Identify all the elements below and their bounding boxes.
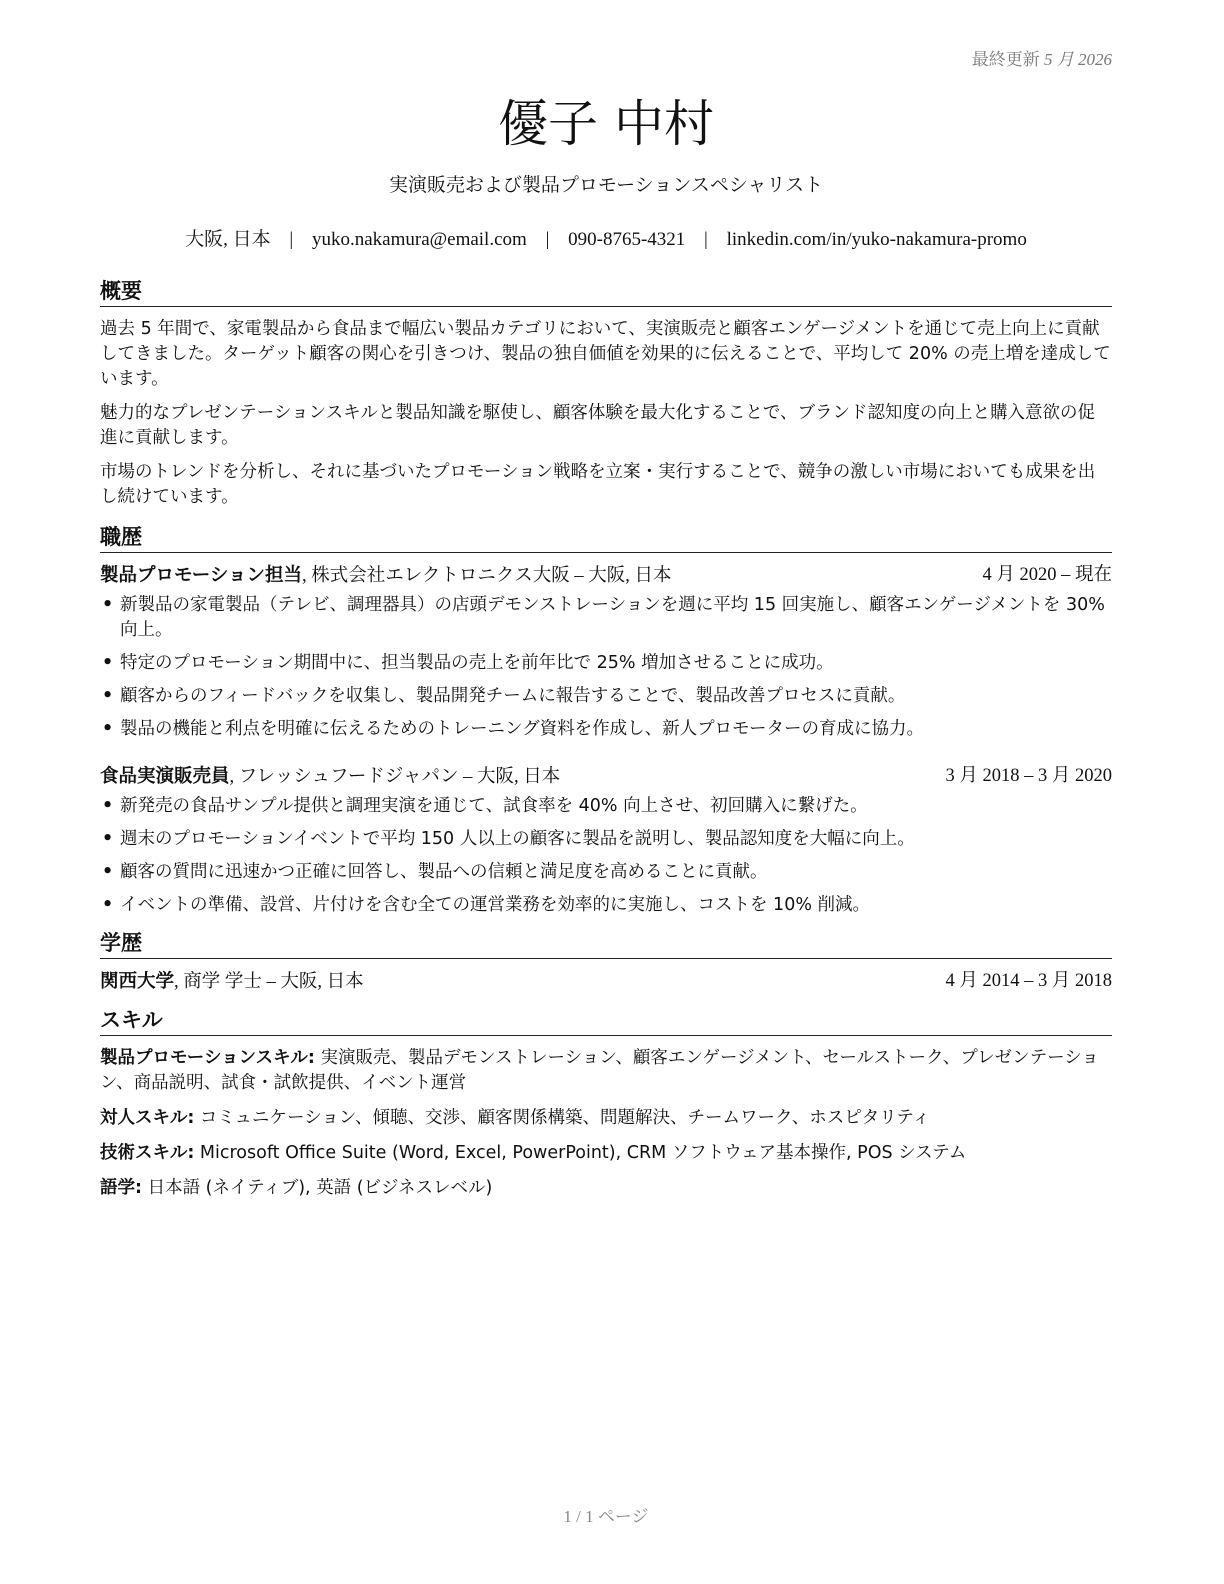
job-bullet: • 新製品の家電製品（テレビ、調理器具）の店頭デモンストレーションを週に平均 15 回実施し、顧客エンゲージメントを 30% 向上。	[100, 593, 1112, 643]
skill-line	[100, 1141, 1112, 1166]
skill-line	[100, 1106, 1112, 1131]
education-school: 関西大学	[100, 971, 175, 992]
resume-content	[100, 278, 1112, 1211]
candidate-name: 優子 中村	[498, 95, 714, 153]
job-role-org	[100, 563, 671, 589]
job-header	[100, 764, 1112, 790]
contact-location: 大阪, 日本	[185, 229, 271, 250]
summary-paragraph: 魅力的なプレゼンテーションスキルと製品知識を駆使し、顧客体験を最大化することで、ブランド認知度の向上と購入意欲の促進に貢献します。	[100, 403, 1096, 448]
job-org: , フレッシュフードジャパン – 大阪, 日本	[229, 767, 561, 787]
skill-value: 実演販売、製品デモンストレーション、顧客エンゲージメント、セールストーク、プレゼンテーション、商品説明、試食・試飲提供、イベント運営	[100, 1048, 1099, 1093]
last-updated-date: 5 月 2026	[1044, 50, 1112, 69]
job-bullet: • 週末のプロモーションイベントで平均 150 人以上の顧客に製品を説明し、製品認知度を大幅に向上。	[100, 827, 1112, 852]
education-detail: , 商学 学士 – 大阪, 日本	[174, 972, 364, 992]
job-title: 実演販売および製品プロモーションスペシャリスト	[388, 174, 824, 196]
job-bullets	[100, 794, 1112, 918]
contact-linkedin[interactable]: linkedin.com/in/yuko-nakamura-promo	[726, 229, 1027, 250]
job-role: 製品プロモーション担当	[100, 565, 303, 586]
skill-label: 技術スキル:	[100, 1143, 195, 1163]
page-number: 1 / 1 ページ	[563, 1507, 649, 1526]
job-dates: 4 月 2020 – 現在	[982, 565, 1112, 585]
skill-value: コミュニケーション、傾聴、交渉、顧客関係構築、問題解決、チームワーク、ホスピタリティ	[194, 1108, 930, 1128]
job-bullet: • イベントの準備、設営、片付けを含む全ての運営業務を効率的に実施し、コストを 10% 削減。	[100, 893, 1112, 918]
job-org: , 株式会社エレクトロニクス大阪 – 大阪, 日本	[302, 566, 672, 586]
contact-line	[100, 224, 1112, 251]
contact-phone: 090-8765-4321	[568, 229, 686, 250]
job-bullets	[100, 593, 1112, 742]
education-entry	[100, 969, 1112, 995]
skill-value: 日本語 (ネイティブ), 英語 (ビジネスレベル)	[142, 1178, 493, 1198]
contact-separator: |	[545, 229, 550, 250]
job-bullet: • 特定のプロモーション期間中に、担当製品の売上を前年比で 25% 増加させることに成功。	[100, 651, 1112, 676]
section-title-summary: 概要	[100, 278, 1112, 307]
job-bullet: • 顧客からのフィードバックを収集し、製品開発チームに報告することで、製品改善プロセスに貢献。	[100, 684, 1112, 709]
job-bullet: • 新発売の食品サンプル提供と調理実演を通じて、試食率を 40% 向上させ、初回購入に繋げた。	[100, 794, 1112, 819]
job-bullet: • 製品の機能と利点を明確に伝えるためのトレーニング資料を作成し、新人プロモーターの育成に協力。	[100, 717, 1112, 742]
job-header	[100, 563, 1112, 589]
skill-label: 対人スキル:	[100, 1108, 195, 1128]
contact-separator: |	[289, 229, 294, 250]
contact-separator: |	[704, 229, 708, 250]
summary-paragraph: 市場のトレンドを分析し、それに基づいたプロモーション戦略を立案・実行することで、競争の激しい市場においても成果を出し続けています。	[100, 462, 1096, 507]
skill-label: 語学:	[100, 1178, 142, 1198]
job-role: 食品実演販売員	[100, 766, 230, 787]
last-updated	[972, 45, 1112, 70]
education-dates: 4 月 2014 – 3 月 2018	[945, 971, 1112, 991]
skill-value: Microsoft Office Suite (Word, Excel, PowerPoint), CRM ソフトウェア基本操作, POS システム	[194, 1143, 967, 1163]
section-title-skills: スキル	[100, 1007, 1112, 1036]
job-dates: 3 月 2018 – 3 月 2020	[945, 766, 1112, 786]
skill-label: 製品プロモーションスキル:	[100, 1048, 315, 1068]
education-school-detail	[100, 969, 364, 995]
contact-email[interactable]: yuko.nakamura@email.com	[311, 229, 527, 250]
last-updated-label: 最終更新	[971, 50, 1040, 69]
skill-line	[100, 1176, 1112, 1201]
summary-paragraph: 過去 5 年間で、家電製品から食品まで幅広い製品カテゴリにおいて、実演販売と顧客エンゲージメントを通じて売上向上に貢献してきました。ターゲット顧客の関心を引きつけ、製品の独自価値を効果的に伝えることで、平均して 20% の売上増を達成しています。	[100, 319, 1111, 389]
skill-line	[100, 1046, 1112, 1096]
section-title-education: 学歴	[100, 930, 1112, 959]
job-role-org	[100, 764, 560, 790]
job-bullet: • 顧客の質問に迅速かつ正確に回答し、製品への信頼と満足度を高めることに貢献。	[100, 860, 1112, 885]
section-title-experience: 職歴	[100, 524, 1112, 553]
resume-page	[100, 0, 1112, 1584]
